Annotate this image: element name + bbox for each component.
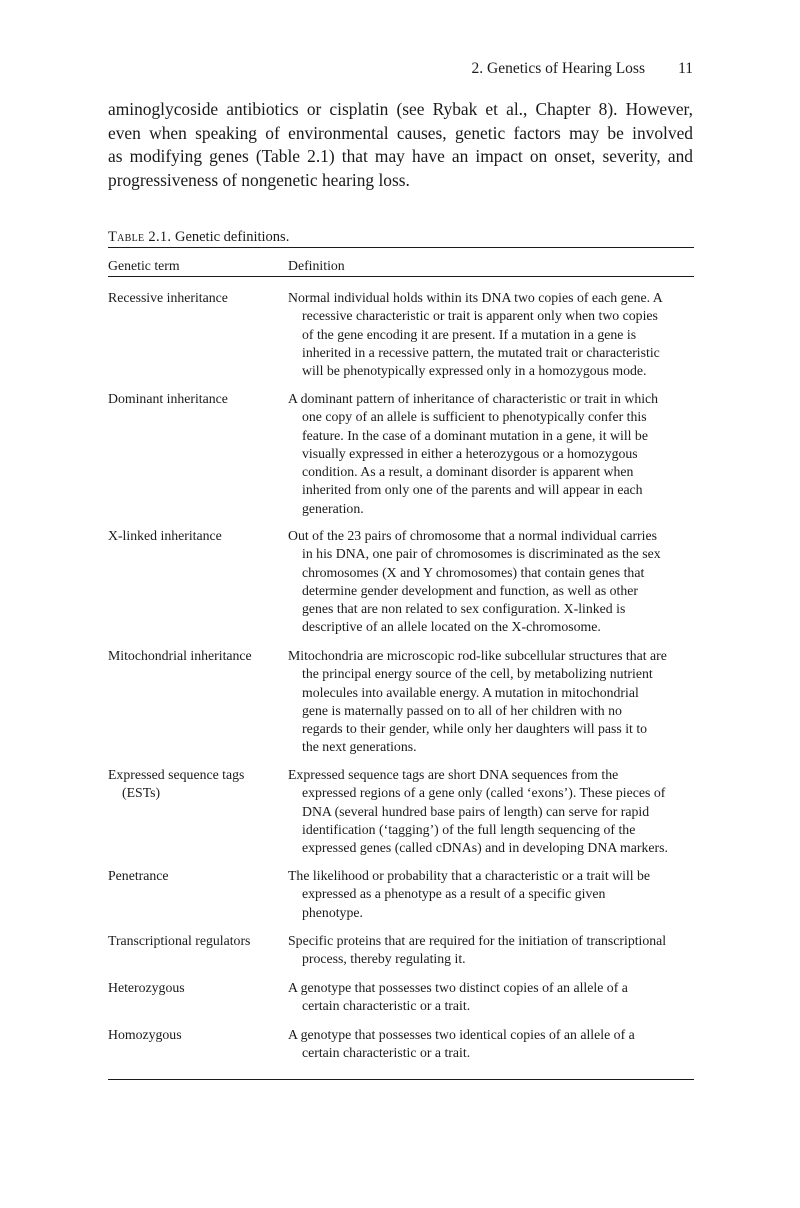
definition-line: chromosomes (X and Y chromosomes) that contain genes that [302,564,645,580]
definition-line: Specific proteins that are required for the initiation of transcriptional [288,933,667,948]
term-line: Mitochondrial inheritance [108,648,252,663]
definition-line: genes that are non related to sex configuration. X-linked is [302,601,626,617]
definition-line: regards to their gender, while only her daughters will pass it to [302,721,648,737]
definition-line: expressed genes (called cDNAs) and in developing DNA markers. [302,840,668,856]
definition-line: inherited in a recessive pattern, the mutated trait or characteristic [302,344,660,360]
definition-line: expressed regions of a gene only (called ‘exons’). These pieces of [302,785,666,801]
running-title: 2. Genetics of Hearing Loss [471,60,645,77]
table-top-rule [108,247,694,248]
definition-line: in his DNA, one pair of chromosomes is discriminated as the sex [302,546,661,562]
body-line: as modifying genes (Table 2.1) that may have an impact on onset, severity, and [108,146,693,166]
definition-text [288,647,692,757]
definition-line: the principal energy source of the cell, by metabolizing nutrient [302,666,653,682]
definition-line: A genotype that possesses two distinct copies of an allele of a [288,980,628,995]
column-header-definition: Definition [288,258,345,273]
definition-line: condition. As a result, a dominant disorder is apparent when [302,464,634,480]
column-header-term: Genetic term [108,258,180,273]
definition-text [288,527,692,637]
definition-line: Mitochondria are microscopic rod-like subcellular structures that are [288,648,667,663]
body-line: aminoglycoside antibiotics or cisplatin (see Rybak et al., Chapter 8). However, [108,99,693,119]
term-line: Homozygous [108,1027,182,1042]
definition-line: generation. [302,500,364,516]
table-caption [108,229,289,246]
definition-text [288,979,692,1016]
genetic-term [108,289,280,307]
table-bottom-rule [108,1079,694,1080]
definition-line: determine gender development and function, as well as other [302,582,638,598]
table-header-rule [108,276,694,277]
definition-text [288,867,692,922]
definition-line: process, thereby regulating it. [302,951,466,967]
table-caption-text: Genetic definitions. [174,229,290,245]
definition-line: Out of the 23 pairs of chromosome that a normal individual carries [288,528,657,543]
genetic-term [108,979,280,997]
genetic-term [108,1026,280,1044]
definition-line: will be phenotypically expressed only in a homozygous mode. [302,363,647,379]
term-line: Penetrance [108,868,169,883]
definition-line: certain characteristic or a trait. [302,1045,471,1061]
body-line: even when speaking of environmental causes, genetic factors may be involved [108,122,693,143]
term-line: Heterozygous [108,980,185,995]
definition-line: Expressed sequence tags are short DNA sequences from the [288,767,619,782]
definition-line: gene is maternally passed on to all of her children with no [302,702,622,718]
genetic-term [108,932,280,950]
definition-line: DNA (several hundred base pairs of length) can serve for rapid [302,803,650,819]
definition-line: identification (‘tagging’) of the full length sequencing of the [302,821,636,837]
term-line: Recessive inheritance [108,290,228,305]
definition-line: Normal individual holds within its DNA two copies of each gene. A [288,290,663,305]
definition-text [288,1026,692,1063]
table-caption-label: Table 2.1. [108,229,172,245]
definition-line: A genotype that possesses two identical copies of an allele of a [288,1027,635,1042]
term-line: Expressed sequence tags [108,767,245,782]
definition-line: certain characteristic or a trait. [302,998,471,1014]
page-number: 11 [678,60,693,77]
term-line: (ESTs) [122,785,161,801]
definition-line: one copy of an allele is sufficient to phenotypically confer this [302,409,647,425]
genetic-term [108,390,280,408]
definition-line: recessive characteristic or trait is apparent only when two copies [302,308,658,324]
genetic-term [108,766,280,803]
definition-line: the next generations. [302,739,417,755]
body-paragraph [108,98,693,192]
definition-line: molecules into available energy. A mutation in mitochondrial [302,684,639,700]
definition-text [288,289,692,380]
definition-line: descriptive of an allele located on the X-chromosome. [302,619,601,635]
definition-text [288,766,692,857]
definition-line: of the gene encoding it are present. If a mutation in a gene is [302,326,637,342]
definition-text [288,932,692,969]
term-line: Dominant inheritance [108,391,228,406]
definition-line: feature. In the case of a dominant mutation in a gene, it will be [302,427,648,443]
term-line: Transcriptional regulators [108,933,251,948]
definition-line: A dominant pattern of inheritance of characteristic or trait in which [288,391,659,406]
definition-line: inherited from only one of the parents and will appear in each [302,482,643,498]
genetic-term [108,647,280,665]
definition-line: expressed as a phenotype as a result of a specific given [302,886,606,902]
definition-text [288,390,692,518]
running-header [108,60,693,80]
definition-line: visually expressed in either a heterozygous or a homozygous [302,445,638,461]
genetic-term [108,867,280,885]
genetic-term [108,527,280,545]
body-line: progressiveness of nongenetic hearing loss. [108,169,410,190]
term-line: X-linked inheritance [108,528,222,543]
definition-line: The likelihood or probability that a characteristic or a trait will be [288,868,651,883]
definition-line: phenotype. [302,904,363,920]
